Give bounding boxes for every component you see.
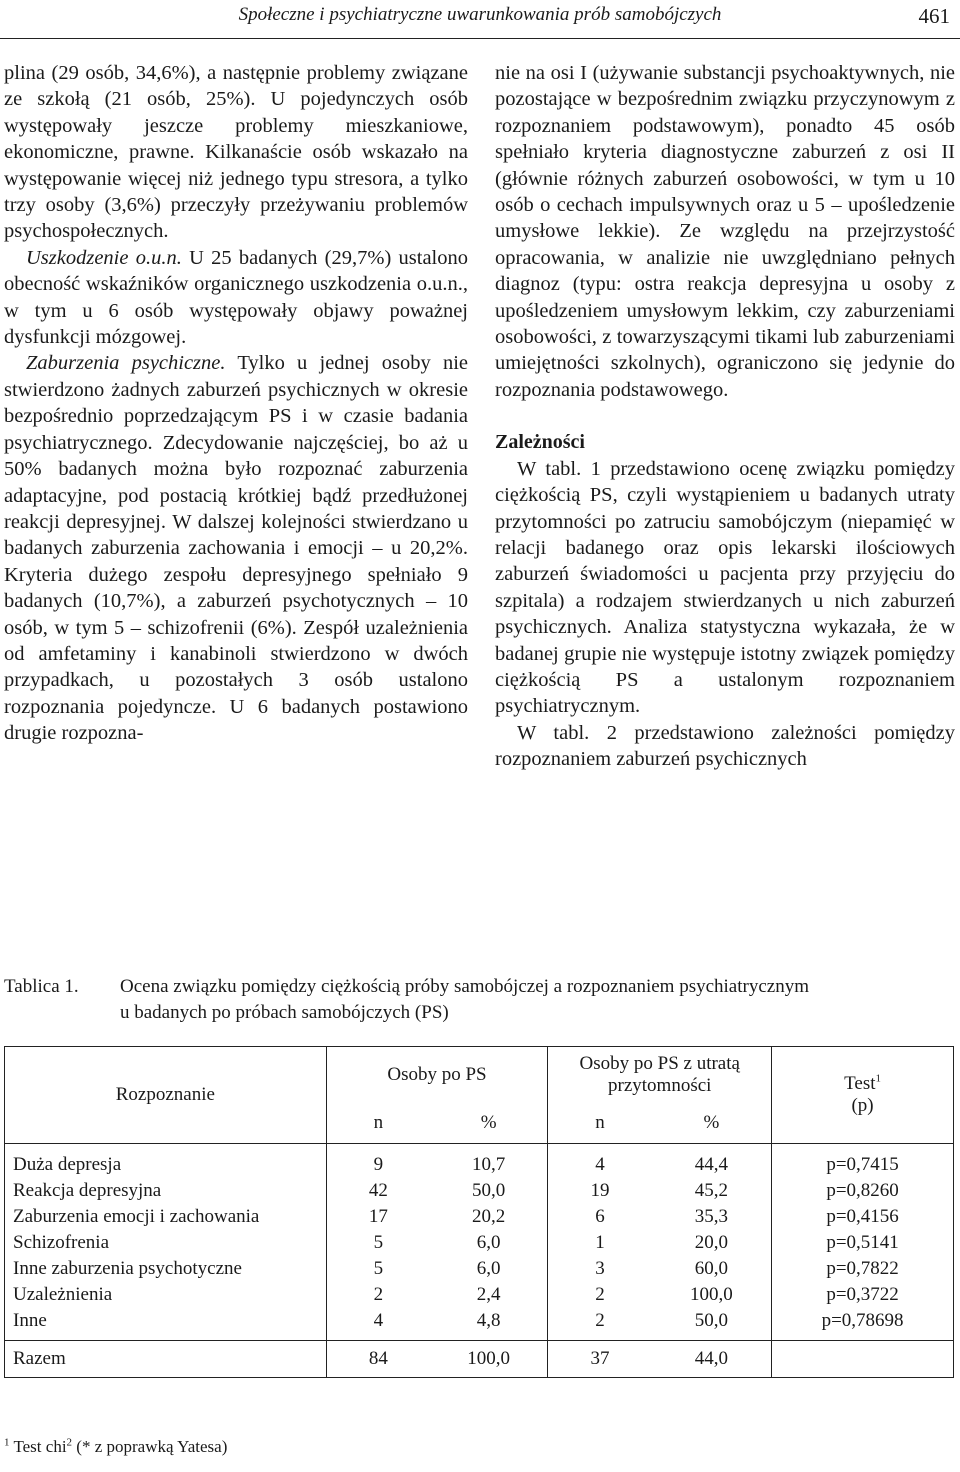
- right-column: [495, 60, 955, 773]
- header-test-label: Test: [844, 1073, 876, 1094]
- table-1: [4, 1046, 954, 1378]
- table-row: [5, 1282, 954, 1308]
- header-group-unconscious: Osoby po PS z utratą przytomności: [548, 1047, 772, 1104]
- cell-n2: 19: [590, 1180, 610, 1201]
- cell-test: p=0,3722: [772, 1282, 954, 1308]
- cell-n1: 2: [373, 1284, 384, 1305]
- cell-n2: 2: [595, 1310, 605, 1331]
- header-n-1: n: [326, 1103, 430, 1144]
- table-footnote: [4, 1437, 227, 1457]
- paragraph-mental-disorders-text: Tylko u jednej osoby nie stwierdzono żadnych zaburzeń psychicznych w okresie bezpośrednio poprzedzającym PS i w czasie badania psychiatrycznego. Zdecydowanie najczęściej, bo aż u 50% badanych można było rozpoznać zaburzenia adaptacyjne, pod postacią krótkiej bądź przedłużonej reakcji depresyjnej. W dalszej kolejności stwierdzano u badanych zaburzenia zachowania i emocji – u 20,2%. Kryteria dużego zespołu depresyjnego spełniało 9 badanych (10,7%), a zaburzeń psychotycznych – 10 osób, w tym 5 – schizofrenii (6%). Zespół uzależnienia od amfetaminy i kanabinoli stwierdzono w dwóch przypadkach, u pozostałych 3 osób ustalono rozpoznania pojedyncze. U 6 badanych postawiono drugie rozpozna-: [4, 352, 468, 745]
- cell-test: p=0,4156: [772, 1204, 954, 1230]
- row-label: Uzależnienia: [5, 1282, 327, 1308]
- header-group-all: Osoby po PS: [326, 1047, 548, 1104]
- header-diagnosis: Rozpoznanie: [5, 1047, 327, 1144]
- row-label: Duża depresja: [5, 1144, 327, 1179]
- cell-n1: 4: [373, 1310, 384, 1331]
- paragraph-table1-description: W tabl. 1 przedstawiono ocenę związku pomiędzy ciężkością PS, czyli wystąpieniem u badanych utraty przytomności po zatruciu samobójczym (niepamięć w relacji badanego oraz opis lekarski ilościowych zaburzeń świadomości u pacjenta przy przyjęciu do szpitala) a rodzajem stwierdzanych u nich zaburzeń psychicznych. Analiza statystyczna wykazała, że w badanej grupie nie występuje istotny związek pomiędzy ciężkością PS a ustalonym rozpoznaniem psychiatrycznym.: [495, 457, 955, 718]
- cell-test: p=0,7822: [772, 1256, 954, 1282]
- cell-p1: 2,4: [430, 1282, 548, 1308]
- table-row: [5, 1230, 954, 1256]
- header-test-footnote-marker: 1: [875, 1072, 881, 1085]
- table-caption: [4, 974, 954, 1026]
- cell-p1: 20,2: [430, 1204, 548, 1230]
- cell-n2: 2: [595, 1284, 605, 1305]
- footnote-sup: 2: [66, 1436, 73, 1449]
- header-pct-2: %: [652, 1103, 772, 1144]
- section-heading-relations: Zależności: [495, 431, 585, 454]
- row-label: Reakcja depresyjna: [5, 1178, 327, 1204]
- row-label: Inne: [5, 1308, 327, 1341]
- cell-n2: 3: [595, 1258, 605, 1279]
- cell-p1-total: 100,0: [430, 1341, 548, 1378]
- paragraph-axis-diagnoses: nie na osi I (używanie substancji psychoaktywnych, nie pozostające w bezpośrednim związku przyczynowym z rozpoznaniem podstawowym), ponadto 45 osób spełniało kryteria diagnostyczne zaburzeń z osi II (głównie różnych zaburzeń osobowości, w tym u 10 osób o cechach impulsywnych oraz u 5 – upośledzenie umysłowe lekkie). Ze względu na przejrzystość opracowania, w analizie nie uwzględniano pełnych diagnoz (typu: ostra reakcja depresyjna u osoby z upośledzeniem umysłowym lekkim, czy zaburzeniami osobowości, z towarzyszącymi tikami lub zaburzeniami umiejętności szkolnych), ograniczono się jedynie do rozpoznania podstawowego.: [495, 62, 955, 401]
- table-caption-line1: Ocena związku pomiędzy ciężkością próby samobójczej a rozpoznaniem psychiatrycznym: [120, 976, 809, 997]
- header-n-2: n: [548, 1103, 652, 1144]
- row-label: Inne zaburzenia psychotyczne: [5, 1256, 327, 1282]
- cell-n1: 9: [373, 1154, 384, 1175]
- cell-p2: 44,4: [652, 1144, 772, 1179]
- cell-n2: 6: [595, 1206, 605, 1227]
- cell-p2: 20,0: [652, 1230, 772, 1256]
- table-row: [5, 1178, 954, 1204]
- subheading-mental-disorders: Zaburzenia psychiczne.: [26, 352, 226, 375]
- cell-test: p=0,7415: [772, 1144, 954, 1179]
- header-test: [772, 1047, 954, 1144]
- paragraph-cns-damage: [4, 245, 468, 351]
- cell-p1: 6,0: [430, 1230, 548, 1256]
- cell-test: p=0,5141: [772, 1230, 954, 1256]
- running-header: [0, 0, 960, 40]
- table-row: [5, 1144, 954, 1179]
- cell-p2-total: 44,0: [652, 1341, 772, 1378]
- cell-n2-total: 37: [548, 1341, 652, 1378]
- footnote-text-before: Test chi: [9, 1437, 67, 1456]
- cell-test: p=0,8260: [772, 1178, 954, 1204]
- cell-p1: 4,8: [430, 1308, 548, 1341]
- cell-n1: 17: [368, 1206, 388, 1227]
- cell-p2: 100,0: [652, 1282, 772, 1308]
- cell-p1: 50,0: [430, 1178, 548, 1204]
- cell-test-total: [772, 1341, 954, 1378]
- left-column: [4, 60, 468, 747]
- cell-p2: 35,3: [652, 1204, 772, 1230]
- cell-p1: 10,7: [430, 1144, 548, 1179]
- cell-test: p=0,78698: [772, 1308, 954, 1341]
- paragraph-mental-disorders: [4, 350, 468, 746]
- table-caption-label: Tablica 1.: [4, 976, 79, 997]
- table-row: [5, 1204, 954, 1230]
- cell-n2: 1: [595, 1232, 605, 1253]
- running-title: Społeczne i psychiatryczne uwarunkowania prób samobójczych: [238, 4, 722, 25]
- header-rule: [0, 38, 960, 39]
- row-label: Zaburzenia emocji i zachowania: [5, 1204, 327, 1230]
- paragraph-stressors: plina (29 osób, 34,6%), a następnie problemy związane ze szkołą (21 osób, 25%). U pojedynczych osób występowały jeszcze problemy mieszkaniowe, ekonomiczne, prawne. Kilkanaście osób wskazało na występowanie więcej niż jednego typu stresora, a tylko trzy osoby (3,6%) przeczyły przeżywaniu problemów psychospołecznych.: [4, 62, 468, 243]
- cell-n1: 5: [373, 1258, 384, 1279]
- cell-n2: 4: [595, 1154, 605, 1175]
- cell-n1: 42: [368, 1180, 388, 1201]
- footnote-text-after: (* z poprawką Yatesa): [72, 1437, 228, 1456]
- cell-n1-total: 84: [326, 1341, 430, 1378]
- table-row: [5, 1308, 954, 1341]
- cell-p2: 50,0: [652, 1308, 772, 1341]
- table-caption-line2: u badanych po próbach samobójczych (PS): [120, 1002, 449, 1023]
- cell-p1: 6,0: [430, 1256, 548, 1282]
- header-pct-1: %: [430, 1103, 548, 1144]
- header-test-p: (p): [851, 1095, 874, 1116]
- paragraph-cns-damage-text: U 25 badanych (29,7%) ustalono obecność wskaźników organicznego uszkodzenia o.u.n., w tym u 6 osób występowały objawy poważnej dysfunkcji mózgowej.: [4, 246, 468, 349]
- cell-n1: 5: [373, 1232, 384, 1253]
- cell-p2: 60,0: [652, 1256, 772, 1282]
- row-label-total: Razem: [5, 1341, 327, 1378]
- paragraph-table2-intro: W tabl. 2 przedstawiono zależności pomiędzy rozpoznaniem zaburzeń psychicznych: [495, 721, 955, 771]
- row-label: Schizofrenia: [5, 1230, 327, 1256]
- subheading-cns-damage: Uszkodzenie o.u.n.: [26, 246, 182, 269]
- footnote-marker: 1: [4, 1436, 10, 1449]
- page-number: 461: [918, 4, 950, 28]
- table-row-total: [5, 1341, 954, 1378]
- table-row: [5, 1256, 954, 1282]
- cell-p2: 45,2: [652, 1178, 772, 1204]
